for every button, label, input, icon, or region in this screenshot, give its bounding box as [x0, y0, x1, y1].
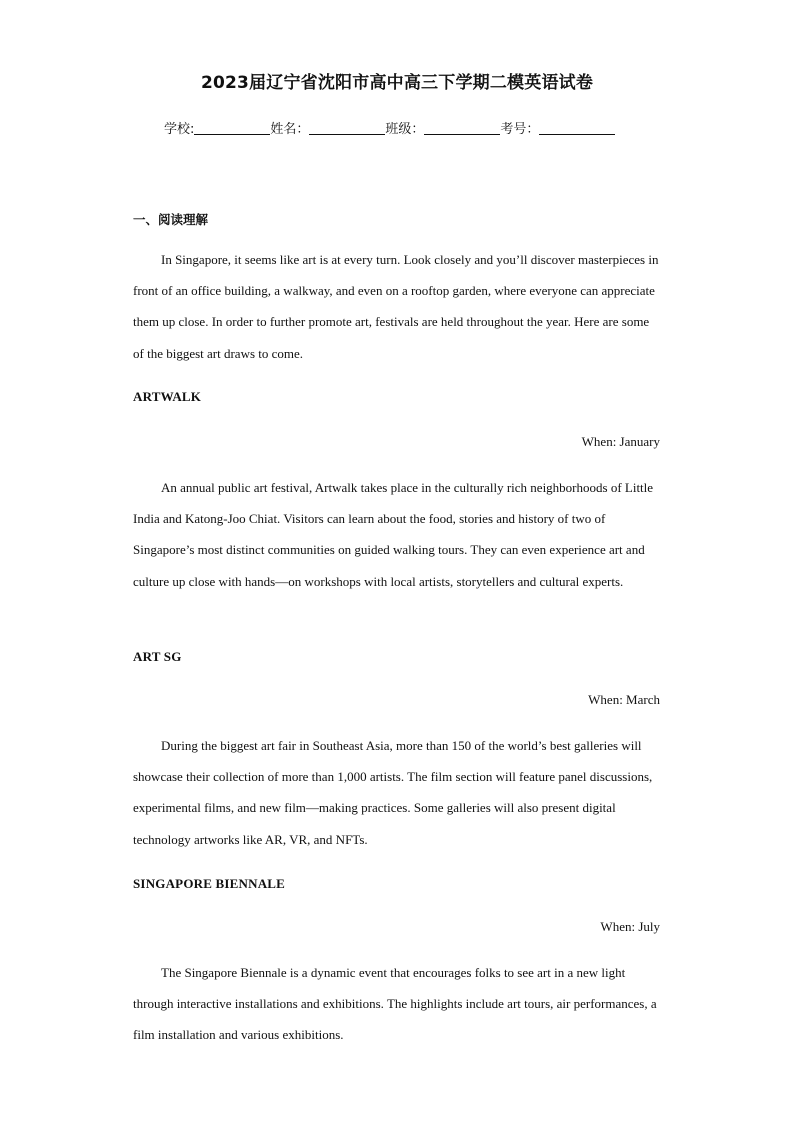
- event-description-art-sg: During the biggest art fair in Southeast Asia, more than 150 of the world’s best galleries will showcase their collection of more than 1,000 artists. The film section will feature panel discussions, experimental films, and new film—making practices. Some galleries will also present digital technology artworks like AR, VR, and NFTs.: [133, 738, 653, 847]
- event-description-artwalk: An annual public art festival, Artwalk takes place in the culturally rich neighborhoods of Little India and Katong-Joo Chiat. Visitors can learn about the food, stories and history of two of Singapore’s most distinct communities on guided walking tours. They can even experience art and culture up close with hands—on workshops with local artists, storytellers and cultural experts.: [133, 480, 654, 589]
- exam-number-label: 考号：: [500, 122, 540, 137]
- student-info-line: [164, 118, 615, 137]
- event-title-singapore-biennale: SINGAPORE BIENNALE: [133, 876, 286, 891]
- exam-number-blank: [539, 120, 615, 135]
- name-blank: [309, 120, 385, 135]
- event-when-art-sg: When: March: [588, 692, 660, 707]
- intro-paragraph: In Singapore, it seems like art is at every turn. Look closely and you’ll discover masterpieces in front of an office building, a walkway, and even on a rooftop garden, where everyone can appreciate them up close. In order to further promote art, festivals are held throughout the year. Here are some of the biggest art draws to come.: [133, 252, 659, 361]
- event-when-artwalk: When: January: [581, 434, 660, 449]
- event-when-singapore-biennale: When: July: [600, 919, 660, 934]
- school-blank: [194, 120, 270, 135]
- school-label: 学校:: [164, 122, 195, 137]
- event-description-singapore-biennale: The Singapore Biennale is a dynamic event that encourages folks to see art in a new light through interactive installations and exhibitions. The highlights include art tours, air performances, a film installation and various exhibitions.: [133, 965, 657, 1043]
- event-title-art-sg: ART SG: [133, 649, 182, 664]
- event-title-artwalk: ARTWALK: [133, 389, 202, 404]
- class-label: 班级：: [385, 122, 425, 137]
- section-heading: 一、阅读理解: [133, 212, 209, 227]
- page-title: 2023届辽宁省沈阳市高中高三下学期二模英语试卷: [200, 73, 594, 93]
- class-blank: [424, 120, 500, 135]
- name-label: 姓名：: [270, 122, 310, 137]
